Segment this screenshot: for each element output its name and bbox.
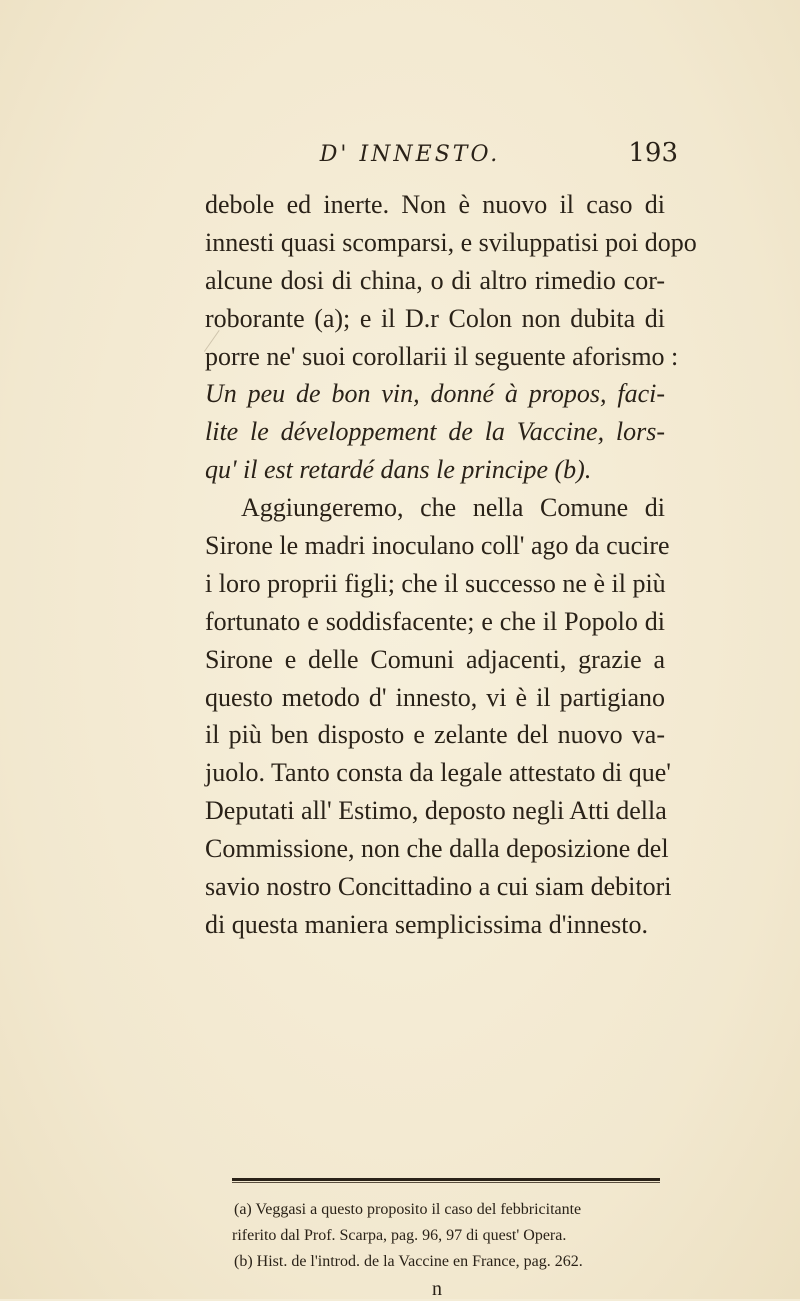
page-header bbox=[160, 138, 678, 182]
text-line: Sirone e delle Comuni adjacenti, grazie a bbox=[205, 644, 665, 674]
text-line: Deputati all' Estimo, deposto negli Atti della bbox=[205, 796, 667, 826]
running-head: D' INNESTO. bbox=[319, 142, 501, 167]
page-number: 193 bbox=[628, 138, 678, 168]
text-line: questo metodo d' innesto, vi è il partigiano bbox=[205, 682, 665, 712]
text-line: i loro proprii figli; che il successo ne è il più bbox=[205, 568, 666, 598]
text-line: alcune dosi di china, o di altro rimedio cor- bbox=[205, 265, 665, 295]
text-line-italic: lite le développement de la Vaccine, lors- bbox=[205, 417, 665, 447]
text-line: savio nostro Concittadino a cui siam debitori bbox=[205, 872, 672, 902]
footnote-a-continuation: riferito dal Prof. Scarpa, pag. 96, 97 di quest' Opera. bbox=[232, 1227, 567, 1244]
footnote-separator-thin bbox=[232, 1182, 660, 1183]
text-line-italic: Un peu de bon vin, donné à propos, faci- bbox=[205, 379, 665, 409]
text-line: di questa maniera semplicissima d'innesto. bbox=[205, 909, 648, 939]
footnote-a: (a) Veggasi a questo proposito il caso del febbricitante bbox=[234, 1201, 582, 1218]
text-line: porre ne' suoi corollarii il seguente aforismo : bbox=[205, 341, 679, 371]
text-line-italic: qu' il est retardé dans le principe (b). bbox=[205, 455, 592, 485]
paragraph-start-line: Aggiungeremo, che nella Comune di bbox=[241, 493, 665, 523]
signature-mark: n bbox=[432, 1278, 442, 1300]
footnote-separator bbox=[232, 1178, 660, 1181]
text-line: fortunato e soddisfacente; e che il Popolo di bbox=[205, 606, 665, 636]
text-line: roborante (a); e il D.r Colon non dubita di bbox=[205, 303, 665, 333]
text-line: il più ben disposto e zelante del nuovo va- bbox=[205, 720, 665, 750]
footnote-b: (b) Hist. de l'introd. de la Vaccine en France, pag. 262. bbox=[234, 1253, 583, 1270]
text-line: juolo. Tanto consta da legale attestato di que' bbox=[205, 758, 671, 788]
footnotes bbox=[232, 1197, 672, 1275]
text-line: Sirone le madri inoculano coll' ago da cucire bbox=[205, 531, 670, 561]
text-line: Commissione, non che dalla deposizione del bbox=[205, 834, 669, 864]
body-text bbox=[205, 186, 697, 944]
text-line: innesti quasi scomparsi, e sviluppatisi poi dopo bbox=[205, 227, 697, 257]
text-line: debole ed inerte. Non è nuovo il caso di bbox=[205, 190, 665, 219]
